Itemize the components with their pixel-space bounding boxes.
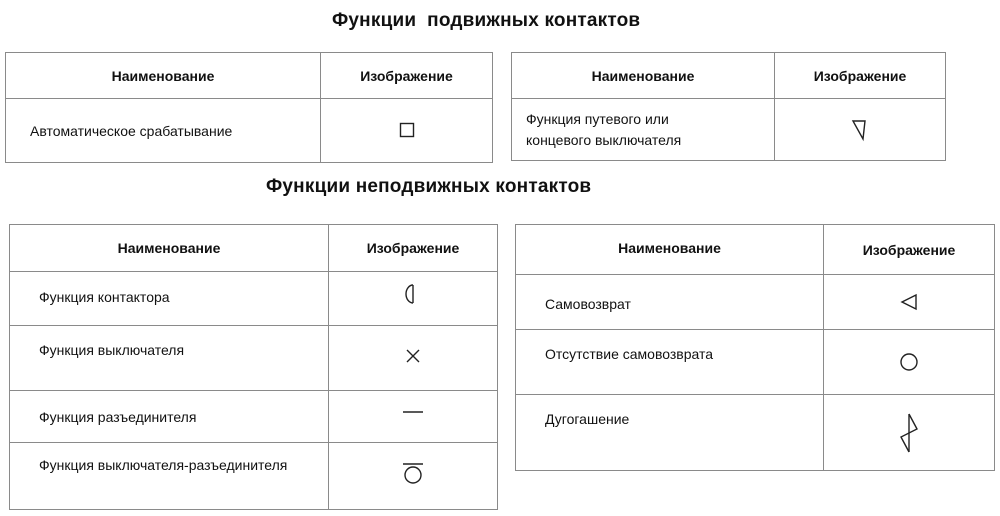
- table-fixed-return: [515, 224, 995, 471]
- table-row: [6, 99, 493, 163]
- dash-icon: [401, 406, 425, 418]
- row-name: Автоматическое срабатывание: [6, 99, 321, 163]
- arc-quench-icon: [897, 411, 921, 455]
- table-row: [516, 395, 995, 471]
- half-circle-icon: [403, 282, 423, 306]
- column-header-image: Изображение: [329, 225, 498, 272]
- title-fixed-contacts: Функции неподвижных контактов: [266, 176, 592, 197]
- table-row: [10, 443, 498, 510]
- column-header-image: Изображение: [321, 53, 493, 99]
- circle-icon: [898, 351, 920, 373]
- cross-icon: [404, 347, 422, 365]
- row-name: Функция контактора: [10, 272, 329, 326]
- row-name-line-2: концевого выключателя: [526, 131, 682, 148]
- table-fixed-switching: [9, 224, 498, 510]
- table-row: [10, 272, 498, 326]
- table-row: [10, 391, 498, 443]
- table-movable-auto: [5, 52, 493, 163]
- table-row: [516, 330, 995, 395]
- title-movable-contacts: Функции подвижных контактов: [332, 10, 641, 31]
- square-icon: [398, 121, 416, 139]
- limit-switch-icon: [850, 118, 870, 142]
- table-row: [10, 326, 498, 391]
- row-name: Отсутствие самовозврата: [516, 330, 824, 395]
- row-name: Самовозврат: [516, 275, 824, 330]
- column-header-image: Изображение: [775, 53, 946, 99]
- table-row: [512, 99, 946, 161]
- column-header-name: Наименование: [10, 225, 329, 272]
- table-row: [516, 275, 995, 330]
- row-name: Функция выключателя-разъединителя: [10, 443, 329, 510]
- row-name: Дугогашение: [516, 395, 824, 471]
- circle-bar-icon: [401, 460, 425, 486]
- column-header-name: Наименование: [516, 225, 824, 275]
- triangle-left-icon: [898, 292, 920, 312]
- column-header-name: Наименование: [6, 53, 321, 99]
- column-header-image: Изображение: [824, 225, 995, 275]
- row-name: Функция выключателя: [10, 326, 329, 391]
- row-name: Функция разъединителя: [10, 391, 329, 443]
- column-header-name: Наименование: [512, 53, 775, 99]
- row-name-line-1: Функция путевого или: [526, 110, 669, 127]
- table-movable-limit-switch: [511, 52, 946, 161]
